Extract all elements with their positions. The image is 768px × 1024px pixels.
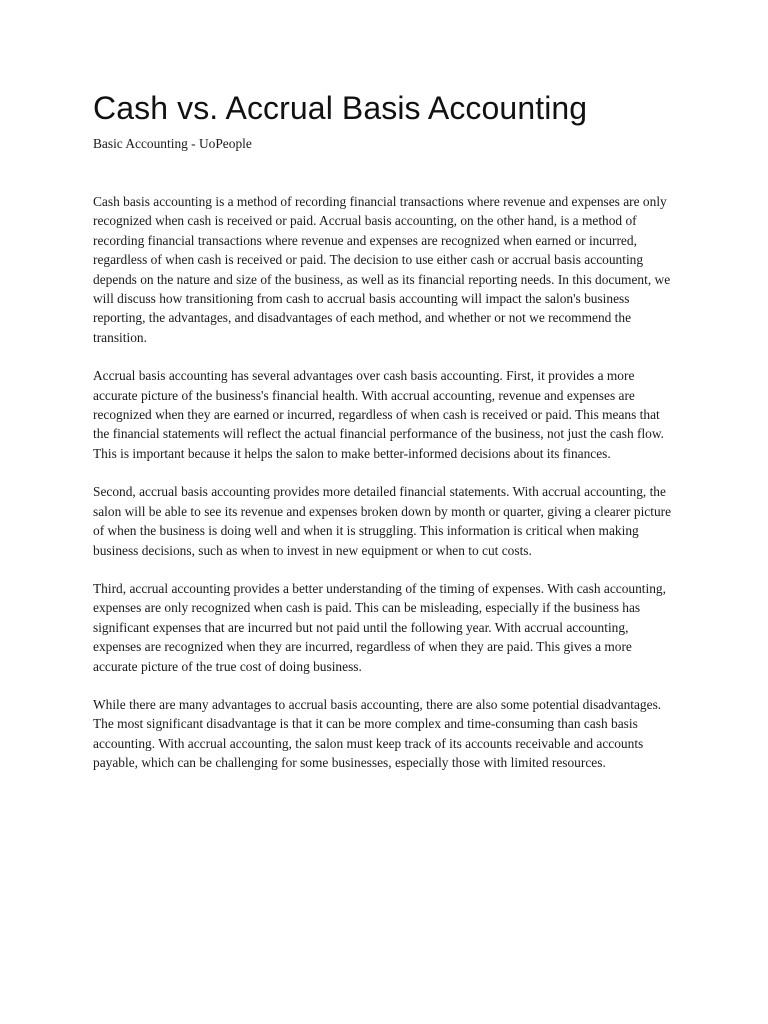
- paragraph-advantage-accuracy: Accrual basis accounting has several advantages over cash basis accounting. First, it provides a more accurate picture of the business's financial health. With accrual accounting, revenue and expenses are recognized when they are earned or incurred, regardless of when cash is received or paid. This means that the financial statements will reflect the actual financial performance of the business, not just the cash flow. This is important because it helps the salon to make better-informed decisions about its finances.: [93, 368, 665, 461]
- document-page: [93, 88, 678, 792]
- paragraph-advantage-timing: Third, accrual accounting provides a better understanding of the timing of expenses. With cash accounting, expenses are only recognized when cash is paid. This can be misleading, especially if the business has significant expenses that are incurred but not paid until the following year. With accrual accounting, expenses are recognized when they are incurred, regardless of when they are paid. This gives a more accurate picture of the true cost of doing business.: [93, 580, 666, 674]
- paragraph-disadvantages: While there are many advantages to accrual basis accounting, there are also some potential disadvantages. The most significant disadvantage is that it can be more complex and time-consuming than cash basis accounting. With accrual accounting, the salon must keep track of its accounts receivable and accounts payable, which can be challenging for some businesses, especially those with limited resources.: [93, 696, 662, 771]
- document-subtitle: Basic Accounting - UoPeople: [93, 136, 252, 151]
- document-body: [93, 192, 678, 773]
- paragraph-intro: Cash basis accounting is a method of recording financial transactions where revenue and expenses are only recognized when cash is received or paid. Accrual basis accounting, on the other hand, is a method of recording financial transactions where revenue and expenses are recognized when earned or incurred, regardless of when cash is received or paid. The decision to use either cash or accrual basis accounting depends on the nature and size of the business, as well as its financial reporting needs. In this document, we will discuss how transitioning from cash to accrual basis accounting will impact the salon's business reporting, the advantages, and disadvantages of each method, and whether or not we recommend the transition.: [93, 194, 671, 345]
- paragraph-advantage-detail: Second, accrual basis accounting provides more detailed financial statements. With accrual accounting, the salon will be able to see its revenue and expenses broken down by month or quarter, giving a clearer picture of when the business is doing well and when it is struggling. This information is critical when making business decisions, such as when to invest in new equipment or when to cut costs.: [93, 484, 672, 558]
- document-title: Cash vs. Accrual Basis Accounting: [93, 90, 588, 126]
